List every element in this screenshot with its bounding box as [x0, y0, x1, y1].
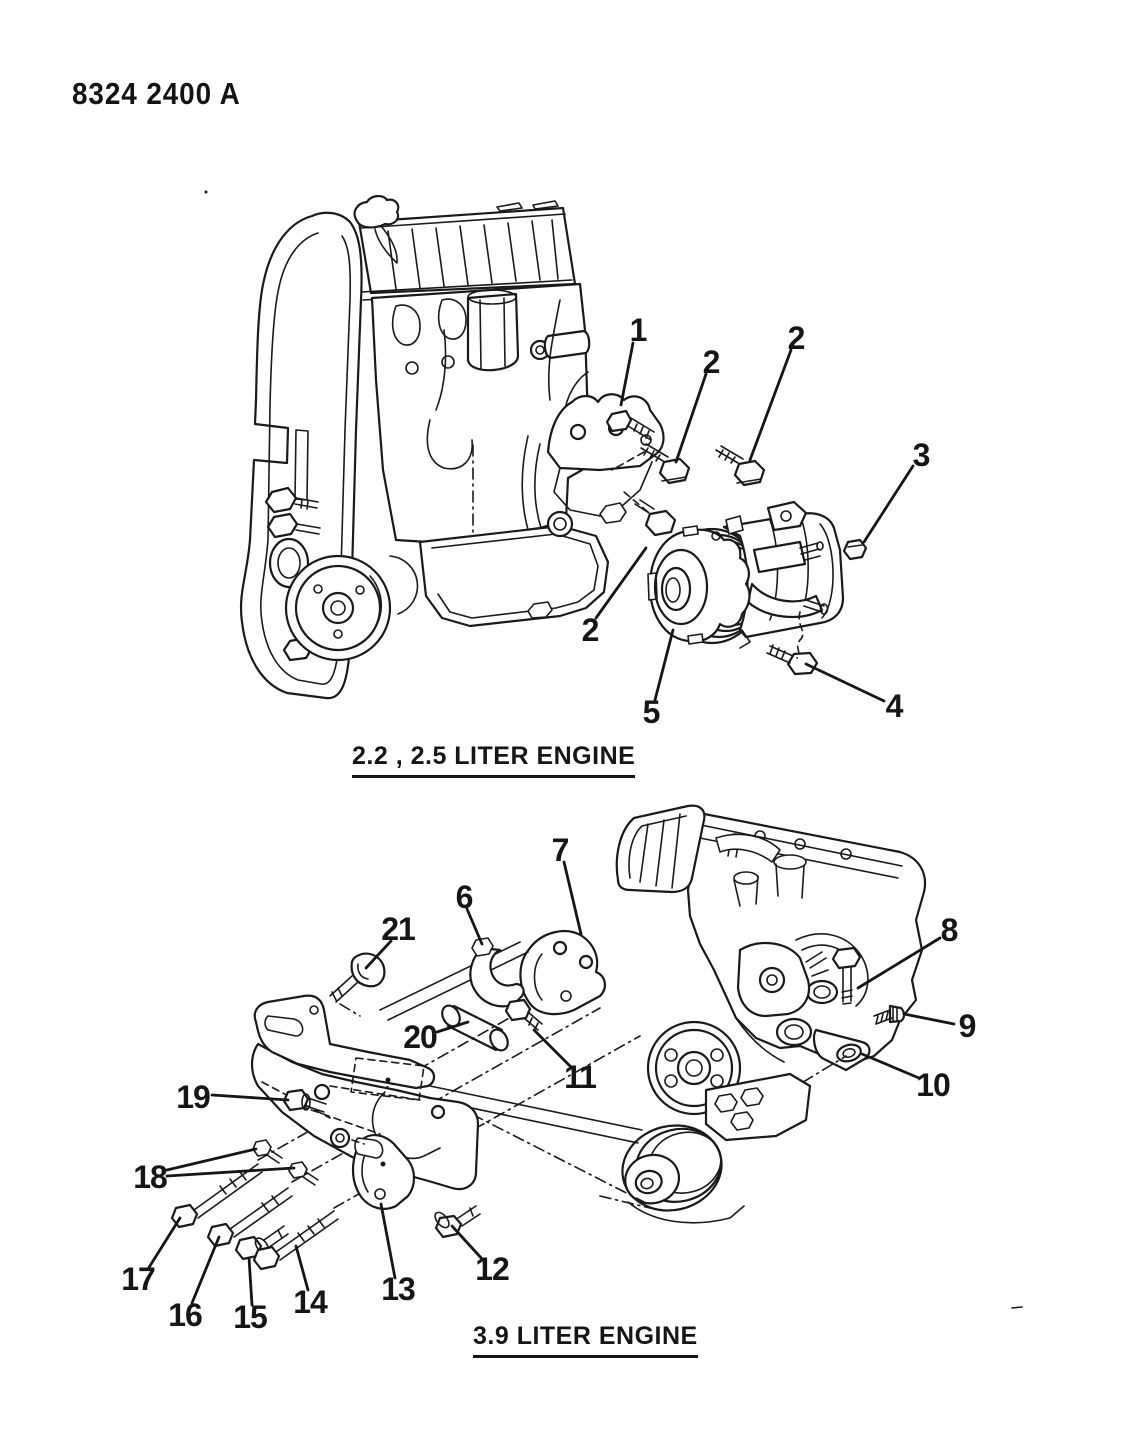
callout-16-leader-line [192, 1237, 219, 1303]
callout-5-label: 5 [642, 694, 660, 730]
bracket-6 [470, 948, 523, 1006]
ac-compressor [648, 502, 866, 658]
callout-12-label: 12 [475, 1251, 509, 1287]
callout-1-label: 1 [629, 312, 647, 348]
callout-19-label: 19 [176, 1079, 210, 1115]
callout-2-label: 2 [702, 344, 720, 380]
valve-cover-39 [617, 806, 705, 892]
callout-2-leader-line [676, 374, 706, 462]
callout-2-label: 2 [581, 612, 599, 648]
callout-10-leader-line [862, 1054, 919, 1078]
stray-mark [1012, 1307, 1022, 1308]
callout-15-leader-line [249, 1258, 252, 1305]
stray-dot [205, 191, 208, 194]
caption-2-2-2-5-liter-engine: 2.2 , 2.5 LITER ENGINE [352, 742, 635, 778]
callout-4-leader-line [806, 664, 884, 701]
oil-pan [420, 526, 608, 626]
engine-block-39 [688, 812, 925, 1064]
callout-3-leader-line [864, 466, 913, 542]
crankshaft-pulley [286, 556, 418, 660]
callout-5-leader-line [655, 630, 673, 700]
engine-illustration-2-2-2-5 [241, 196, 866, 698]
callout-11-label: 11 [564, 1059, 596, 1095]
callout-10-label: 10 [916, 1067, 950, 1103]
callout-14-label: 14 [293, 1284, 327, 1320]
compressor-nut [844, 540, 866, 559]
valve-cover [355, 196, 575, 300]
callout-3-label: 3 [912, 437, 930, 473]
callout-18-leader-line [167, 1168, 294, 1176]
callout-9-label: 9 [958, 1008, 976, 1044]
callout-18-leader-line [167, 1149, 256, 1170]
callout-6-label: 6 [455, 879, 473, 915]
callout-15-label: 15 [233, 1299, 267, 1335]
callout-21-label: 21 [381, 911, 415, 947]
callout-8-label: 8 [940, 912, 958, 948]
callout-2-label: 2 [787, 320, 805, 356]
callout-7-label: 7 [551, 832, 569, 868]
callout-2-leader-line [750, 350, 791, 460]
callout-13-leader-line [381, 1204, 395, 1278]
callout-13-label: 13 [381, 1271, 415, 1307]
callout-17-label: 17 [121, 1261, 155, 1297]
oil-filler-cap [355, 196, 399, 227]
callout-4-label: 4 [885, 688, 903, 724]
compressor-mount-bracket [548, 394, 663, 536]
callout-9-leader-line [904, 1014, 954, 1024]
callout-18-label: 18 [133, 1159, 167, 1195]
callout-16-label: 16 [168, 1297, 202, 1333]
engine-block [372, 284, 589, 542]
callout-20-label: 20 [403, 1019, 437, 1055]
document-number: 8324 2400 A [72, 76, 241, 111]
caption-3-9-liter-engine: 3.9 LITER ENGINE [473, 1322, 698, 1358]
spacer-20 [487, 1027, 511, 1054]
callout-7-leader-line [564, 862, 581, 934]
